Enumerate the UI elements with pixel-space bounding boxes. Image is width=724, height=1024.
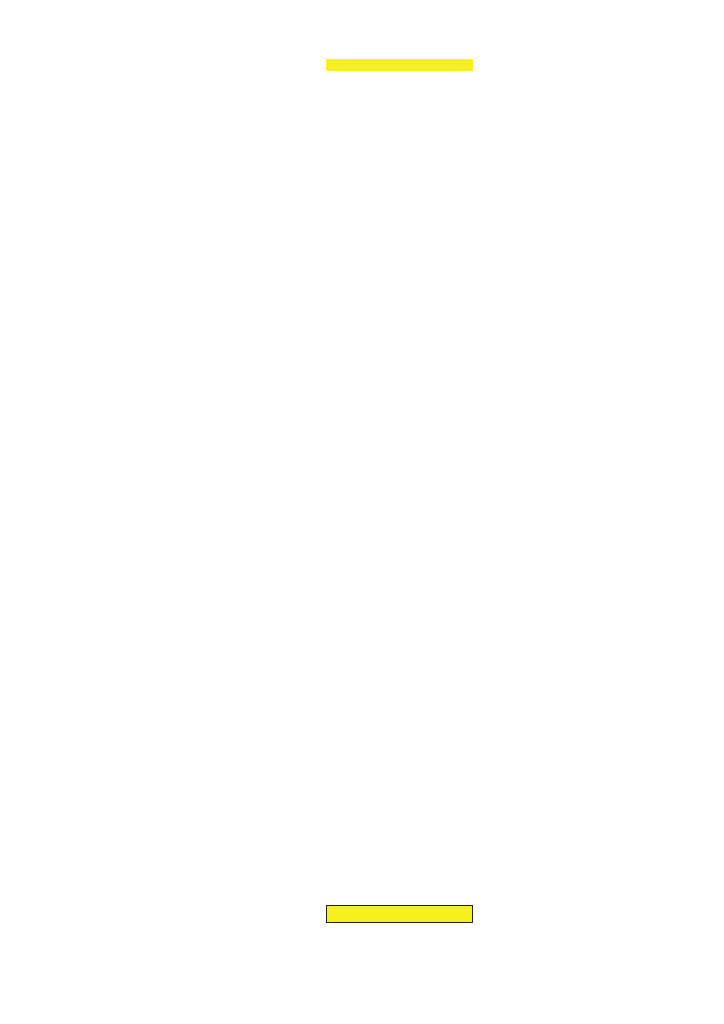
total-students: [326, 905, 473, 923]
